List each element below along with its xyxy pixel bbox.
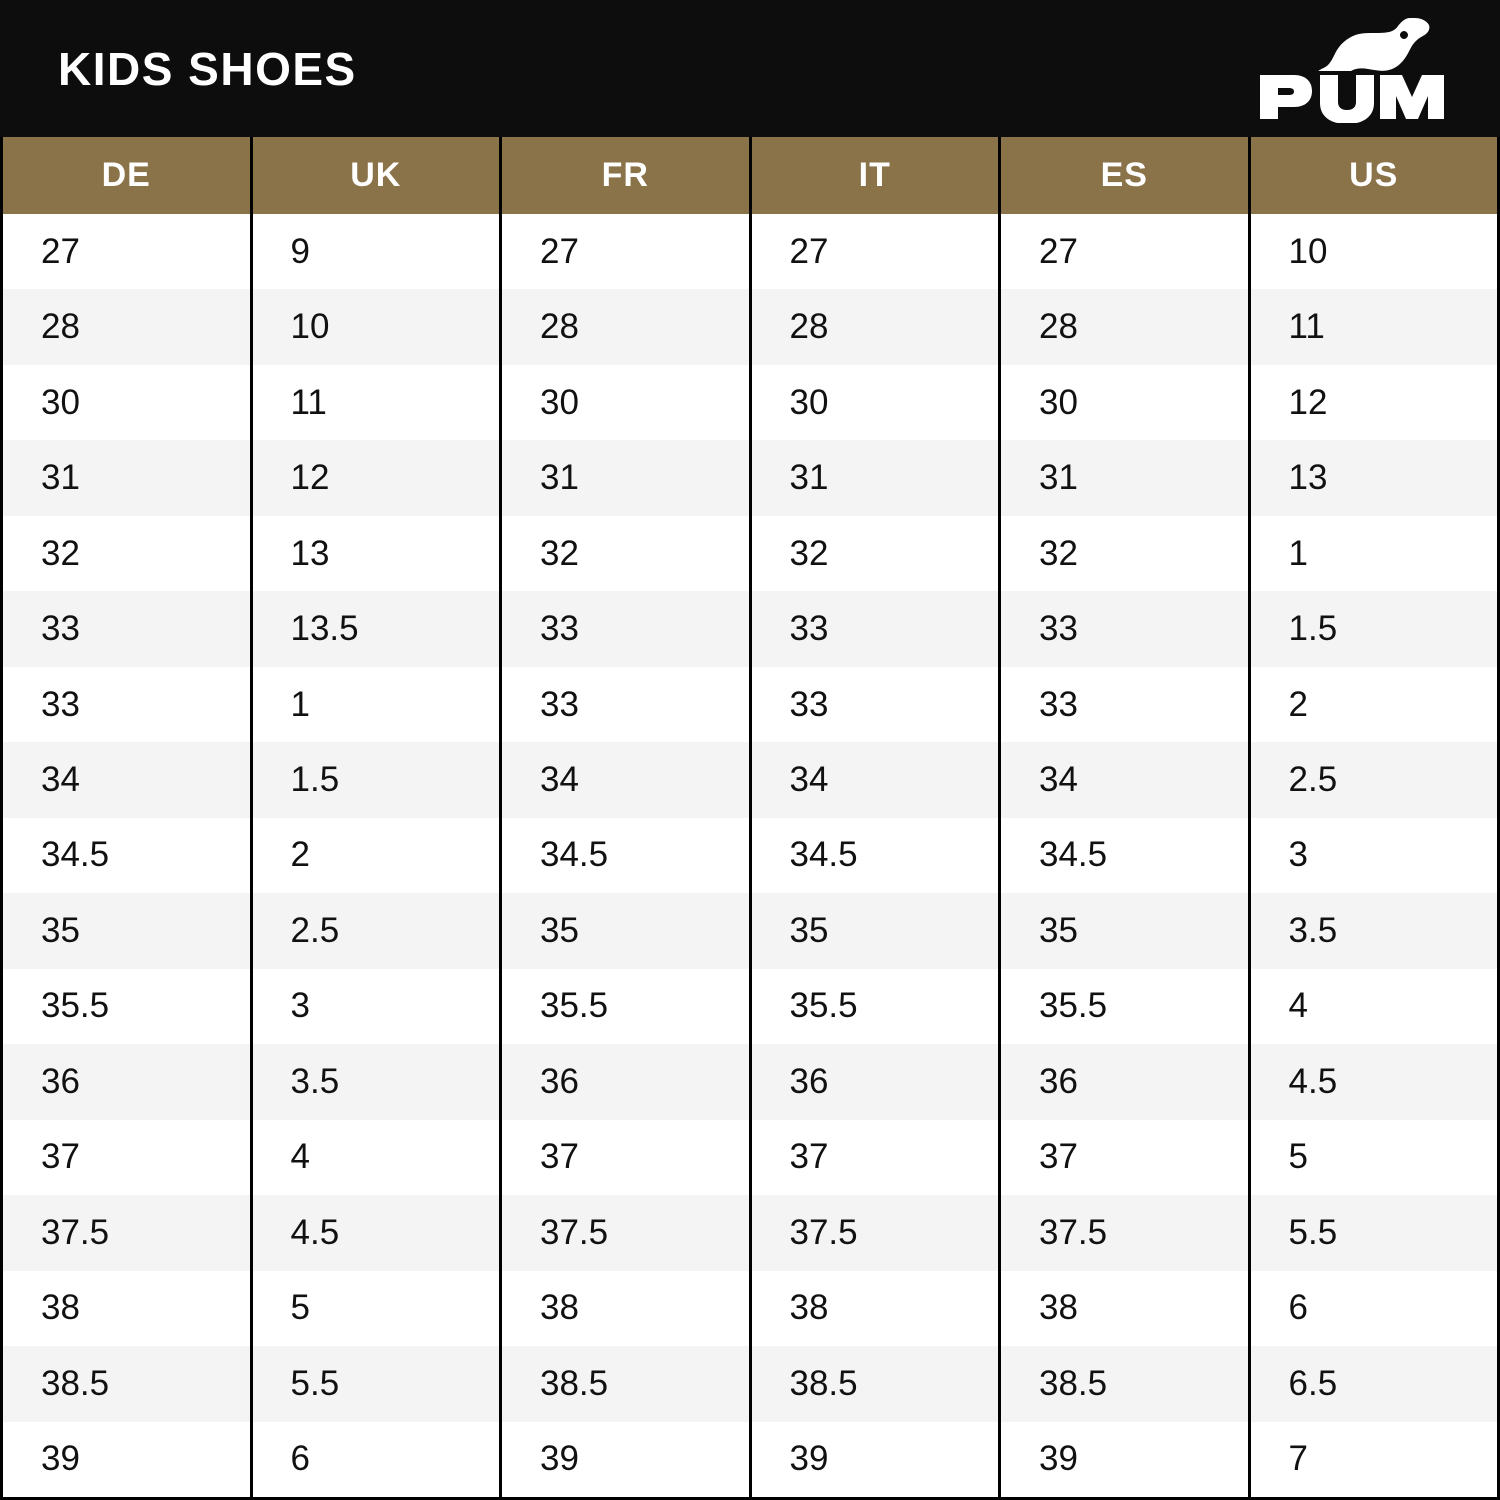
cell-es: 36	[1001, 1044, 1251, 1119]
cell-it: 33	[752, 667, 1002, 742]
cell-uk: 1	[253, 667, 503, 742]
cell-es: 35.5	[1001, 969, 1251, 1044]
cell-us: 3.5	[1288, 910, 1338, 950]
cell-us: 13	[1288, 458, 1328, 498]
cell-it: 35	[752, 893, 1002, 968]
cell-fr: 35	[502, 893, 752, 968]
cell-es: 38.5	[1001, 1346, 1251, 1421]
cell-us: 1	[1288, 533, 1308, 573]
cell-es: 39	[1001, 1422, 1251, 1497]
table-row	[3, 365, 1497, 440]
chart-header	[0, 0, 1500, 137]
cell-uk: 6	[253, 1422, 503, 1497]
cell-it: 39	[752, 1422, 1002, 1497]
cell-us: 2.5	[1288, 760, 1338, 800]
cell-de: 38.5	[3, 1346, 253, 1421]
cell-it: 37.5	[752, 1195, 1002, 1270]
cell-de: 39	[3, 1422, 253, 1497]
cell-fr: 33	[502, 591, 752, 666]
cell-de: 35	[3, 893, 253, 968]
cell-us: 5.5	[1288, 1212, 1338, 1252]
cell-es: 33	[1001, 591, 1251, 666]
cell-uk: 11	[253, 365, 503, 440]
cell-uk: 9	[253, 214, 503, 289]
puma-wordmark	[1258, 71, 1450, 123]
table-row	[3, 742, 1497, 817]
cell-uk: 2	[253, 818, 503, 893]
table-row	[3, 289, 1497, 364]
column-header-de: DE	[3, 137, 253, 214]
column-header-us: US	[1349, 156, 1399, 194]
cell-us: 6.5	[1288, 1363, 1338, 1403]
cell-us: 12	[1288, 382, 1328, 422]
table-row	[3, 1346, 1497, 1421]
cell-it: 31	[752, 440, 1002, 515]
cell-es: 37.5	[1001, 1195, 1251, 1270]
cell-de: 31	[3, 440, 253, 515]
column-header-fr: FR	[502, 137, 752, 214]
cell-fr: 39	[502, 1422, 752, 1497]
cell-fr: 32	[502, 516, 752, 591]
cell-es: 27	[1001, 214, 1251, 289]
table-row	[3, 1271, 1497, 1346]
cell-fr: 35.5	[502, 969, 752, 1044]
cell-fr: 30	[502, 365, 752, 440]
cell-it: 28	[752, 289, 1002, 364]
cell-es: 35	[1001, 893, 1251, 968]
cell-uk: 2.5	[253, 893, 503, 968]
cell-fr: 27	[502, 214, 752, 289]
cell-fr: 33	[502, 667, 752, 742]
table-row	[3, 893, 1497, 968]
cell-de: 34.5	[3, 818, 253, 893]
cell-it: 33	[752, 591, 1002, 666]
cell-it: 32	[752, 516, 1002, 591]
cell-it: 38	[752, 1271, 1002, 1346]
cell-us: 4.5	[1288, 1061, 1338, 1101]
cell-us: 10	[1288, 231, 1328, 271]
column-header-it: IT	[752, 137, 1002, 214]
cell-es: 28	[1001, 289, 1251, 364]
cell-us: 4	[1288, 986, 1308, 1026]
cell-fr: 28	[502, 289, 752, 364]
table-row	[3, 214, 1497, 289]
table-row	[3, 1422, 1497, 1497]
cell-it: 38.5	[752, 1346, 1002, 1421]
cell-us: 11	[1288, 307, 1325, 347]
table-header-row	[3, 137, 1497, 214]
cell-uk: 13.5	[253, 591, 503, 666]
cell-de: 33	[3, 591, 253, 666]
cell-it: 35.5	[752, 969, 1002, 1044]
cell-us: 3	[1288, 835, 1308, 875]
table-row	[3, 591, 1497, 666]
cell-fr: 31	[502, 440, 752, 515]
cell-us: 6	[1288, 1288, 1308, 1328]
table-row	[3, 1120, 1497, 1195]
cell-it: 36	[752, 1044, 1002, 1119]
cell-uk: 3.5	[253, 1044, 503, 1119]
cell-es: 34	[1001, 742, 1251, 817]
column-header-uk: UK	[253, 137, 503, 214]
table-row	[3, 818, 1497, 893]
table-row	[3, 440, 1497, 515]
cell-uk: 3	[253, 969, 503, 1044]
table-row	[3, 969, 1497, 1044]
cell-es: 31	[1001, 440, 1251, 515]
cell-de: 37.5	[3, 1195, 253, 1270]
cell-de: 35.5	[3, 969, 253, 1044]
cell-fr: 37.5	[502, 1195, 752, 1270]
cell-fr: 36	[502, 1044, 752, 1119]
cell-de: 28	[3, 289, 253, 364]
cell-fr: 34.5	[502, 818, 752, 893]
cell-us: 1.5	[1288, 609, 1338, 649]
cell-de: 38	[3, 1271, 253, 1346]
cell-de: 32	[3, 516, 253, 591]
cell-de: 36	[3, 1044, 253, 1119]
cell-uk: 13	[253, 516, 503, 591]
cell-es: 38	[1001, 1271, 1251, 1346]
cell-us: 2	[1288, 684, 1308, 724]
cell-it: 30	[752, 365, 1002, 440]
cell-uk: 4	[253, 1120, 503, 1195]
cell-de: 27	[3, 214, 253, 289]
cell-us: 7	[1288, 1439, 1308, 1479]
cell-uk: 4.5	[253, 1195, 503, 1270]
size-chart-table	[0, 137, 1500, 1500]
cell-it: 34.5	[752, 818, 1002, 893]
cell-es: 33	[1001, 667, 1251, 742]
cell-fr: 38	[502, 1271, 752, 1346]
cell-fr: 37	[502, 1120, 752, 1195]
cell-uk: 5.5	[253, 1346, 503, 1421]
puma-cat-icon	[1260, 15, 1450, 71]
cell-fr: 38.5	[502, 1346, 752, 1421]
cell-it: 27	[752, 214, 1002, 289]
cell-uk: 10	[253, 289, 503, 364]
cell-it: 34	[752, 742, 1002, 817]
table-row	[3, 1044, 1497, 1119]
cell-fr: 34	[502, 742, 752, 817]
cell-es: 30	[1001, 365, 1251, 440]
cell-es: 37	[1001, 1120, 1251, 1195]
cell-es: 34.5	[1001, 818, 1251, 893]
cell-uk: 5	[253, 1271, 503, 1346]
table-row	[3, 516, 1497, 591]
cell-us: 5	[1288, 1137, 1308, 1177]
cell-es: 32	[1001, 516, 1251, 591]
cell-uk: 12	[253, 440, 503, 515]
table-row	[3, 667, 1497, 742]
table-row	[3, 1195, 1497, 1270]
cell-de: 30	[3, 365, 253, 440]
column-header-es: ES	[1001, 137, 1251, 214]
cell-de: 33	[3, 667, 253, 742]
cell-de: 34	[3, 742, 253, 817]
puma-logo	[1258, 15, 1456, 123]
cell-uk: 1.5	[253, 742, 503, 817]
page-title: KIDS SHOES	[58, 42, 357, 95]
cell-de: 37	[3, 1120, 253, 1195]
cell-it: 37	[752, 1120, 1002, 1195]
